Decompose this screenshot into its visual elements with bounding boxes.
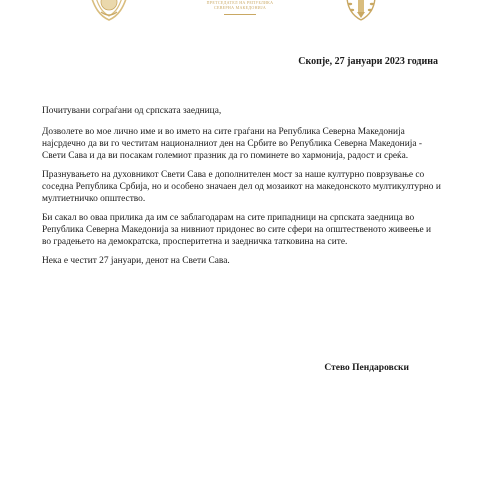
coat-of-arms-icon bbox=[86, 0, 132, 22]
paragraph-4: Нека е честит 27 јануари, денот на Свети Сава. bbox=[42, 256, 230, 266]
header-caption-text: ПРЕТСЕДАТЕЛ НА РЕПУБЛИКА СЕВЕРНА МАКЕДОНИЈА bbox=[206, 0, 274, 10]
laurel-emblem-icon bbox=[341, 0, 381, 24]
paragraph-3: Би сакал во оваа прилика да им се заблагодарам на сите припадници на српската заедница во Република Северна Македонија за нивниот придонес во сите сфери на општественото живеење и во градењето на демократска, просперитетна и заедничка татковина на сите. bbox=[42, 213, 432, 247]
dateline: Скопје, 27 јануари 2023 година bbox=[298, 56, 438, 67]
header-divider bbox=[224, 14, 256, 15]
signature: Стево Пендаровски bbox=[324, 363, 409, 373]
greeting: Почитувани сограѓани од српската заедница, bbox=[42, 106, 222, 116]
paragraph-2: Празнувањето на духовникот Свети Сава е дополнителен мост за наше културно поврзување со соседна Република Србија, но и особено значаен дел од мозаикот на македонското мултикултурно и мултиетничко општество. bbox=[42, 170, 441, 204]
header-caption bbox=[200, 0, 280, 20]
letter-body bbox=[42, 105, 442, 274]
paragraph-1: Дозволете во мое лично име и во името на сите граѓани на Република Северна Македонија најсрдечно да ви го честитам националниот ден на Србите во Република Северна Македонија - Свети Сава и да ви посакам големиот празник да го поминете во хармонија, радост и среќа. bbox=[42, 127, 422, 161]
